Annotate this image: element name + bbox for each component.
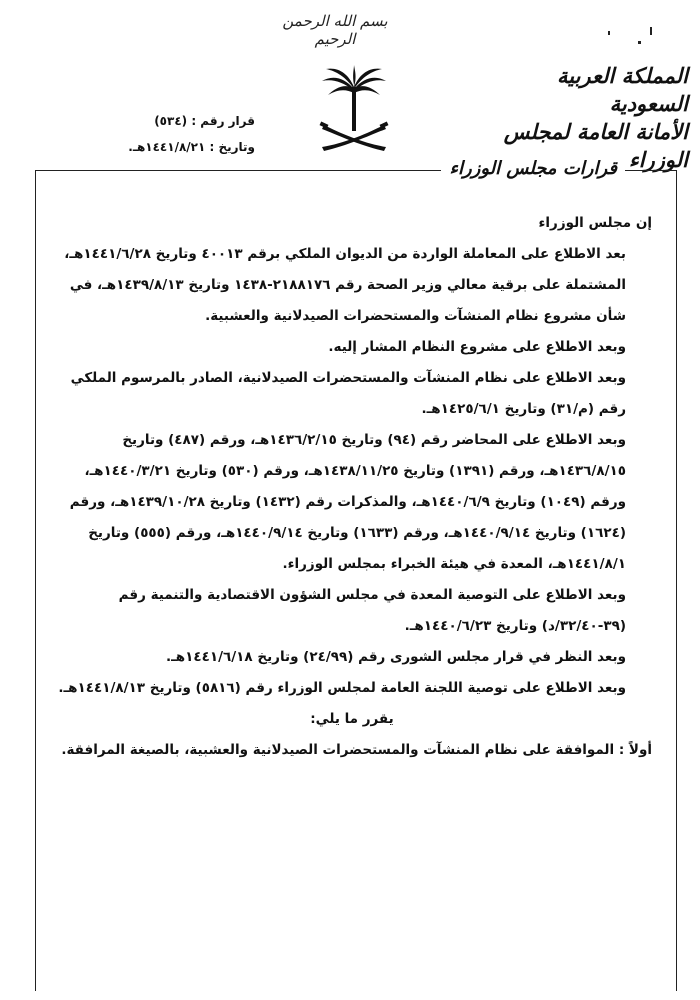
secretariat-name: الأمانة العامة لمجلس الوزراء <box>503 119 688 172</box>
decision-date: وتاريخ : ١٤٤١/٨/٢١هـ. <box>128 140 255 154</box>
paragraph: وبعد الاطلاع على توصية اللجنة العامة لمجلس الوزراء رقم (٥٨١٦) وتاريخ ١٤٤١/٨/١٣هـ. <box>58 680 626 696</box>
paragraph: وبعد النظر في قرار مجلس الشورى رقم (٢٤/٩٩) وتاريخ ١٤٤١/٦/١٨هـ. <box>166 649 626 665</box>
decision-meta <box>105 108 255 160</box>
paragraph: وبعد الاطلاع على نظام المنشآت والمستحضرات الصيدلانية، الصادر بالمرسوم الملكي رقم (م/٣١) وتاريخ ١٤٢٥/٦/١هـ. <box>70 370 626 417</box>
decision-number: قرار رقم : (٥٣٤) <box>154 114 255 128</box>
decision-body <box>52 208 652 766</box>
paragraph: بعد الاطلاع على المعاملة الواردة من الديوان الملكي برقم ٤٠٠١٣ وتاريخ ١٤٤١/٦/٢٨هـ، المشتملة على برقية معالي وزير الصحة رقم ٢١٨٨١٧٦-١٤٣٨ وتاريخ ١٤٣٩/٨/١٣هـ، في شأن مشروع نظام المنشآت والمستحضرات الصيدلانية والعشبية. <box>64 246 626 324</box>
corner-marks <box>600 27 660 57</box>
decides-heading: يقرر ما يلي: <box>310 711 394 727</box>
opening-line: إن مجلس الوزراء <box>538 215 652 231</box>
kingdom-name: المملكة العربية السعودية <box>556 63 688 116</box>
saudi-emblem-icon <box>318 65 390 157</box>
paragraph: وبعد الاطلاع على المحاضر رقم (٩٤) وتاريخ ١٤٣٦/٢/١٥هـ، ورقم (٤٨٧) وتاريخ ١٤٣٦/٨/١٥هـ، ورقم (١٣٩١) وتاريخ ١٤٣٨/١١/٢٥هـ، ورقم (٥٣٠) وتاريخ ١٤٤٠/٣/٢١هـ، ورقم (١٠٤٩) وتاريخ ١٤٤٠/٦/٩هـ، والمذكرات رقم (١٤٣٢) وتاريخ ١٤٣٩/١٠/٢٨هـ، ورقم (١٦٢٤) وتاريخ ١٤٤٠/٩/١٤هـ، ورقم (١٦٣٣) وتاريخ ١٤٤٠/٩/١٤هـ، ورقم (٥٥٥) وتاريخ ١٤٤١/٨/١هـ، المعدة في هيئة الخبراء بمجلس الوزراء. <box>69 432 626 572</box>
paragraph: وبعد الاطلاع على مشروع النظام المشار إليه. <box>328 339 626 355</box>
first-item: أولاً : الموافقة على نظام المنشآت والمستحضرات الصيدلانية والعشبية، بالصيغة المرافقة. <box>61 742 652 758</box>
paragraph: وبعد الاطلاع على التوصية المعدة في مجلس الشؤون الاقتصادية والتنمية رقم (٣٩-٣٢/٤٠/د) وتاريخ ١٤٤٠/٦/٢٣هـ. <box>118 587 626 634</box>
council-decisions-title: قرارات مجلس الوزراء <box>441 158 625 179</box>
basmala: بسم الله الرحمن الرحيم <box>282 12 388 48</box>
